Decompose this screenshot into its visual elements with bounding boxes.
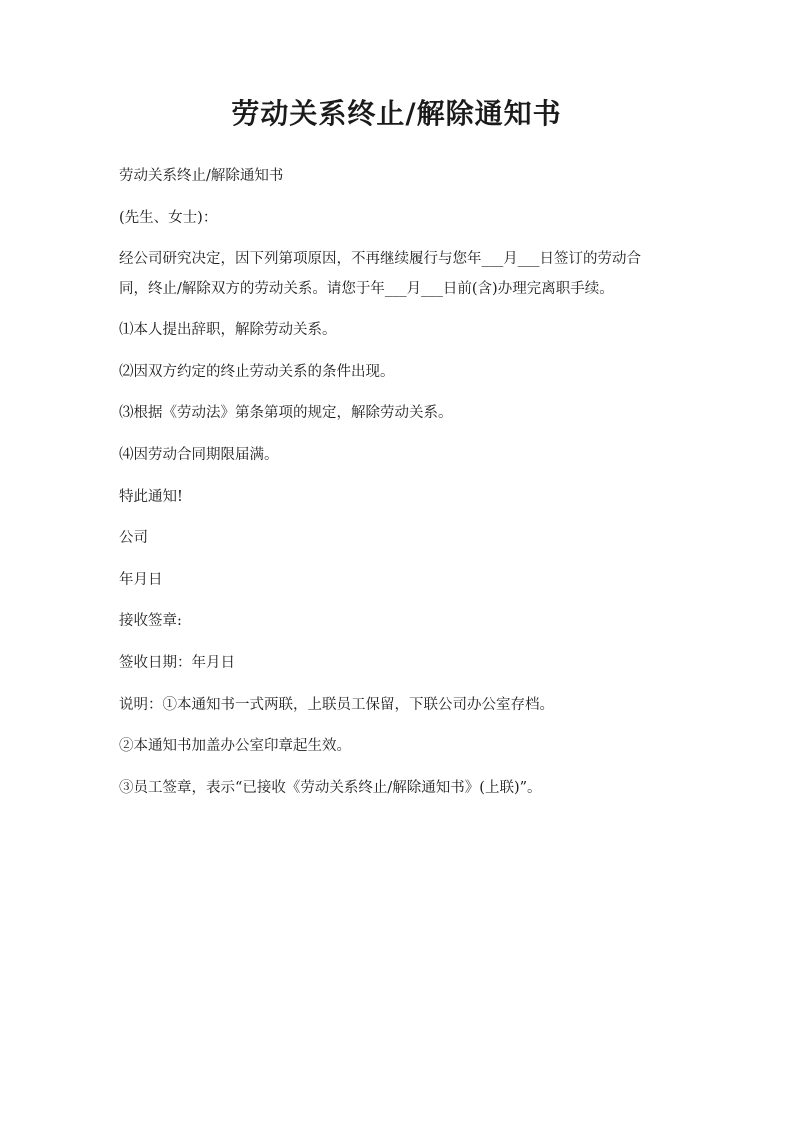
paragraph-line-1: 经公司研究决定，因下列第项原因，不再继续履行与您年___月___日签订的劳动合 [119, 251, 641, 267]
note-3: ③员工签章，表示“已接收《劳动关系终止/解除通知书》(上联)”。 [119, 780, 542, 796]
list-item-3: ⑶根据《劳动法》第条第项的规定，解除劳动关系。 [119, 405, 453, 421]
note-1: 说明：①本通知书一式两联，上联员工保留，下联公司办公室存档。 [119, 697, 554, 713]
list-item-1: ⑴本人提出辞职，解除劳动关系。 [119, 322, 337, 338]
document-title: 劳动关系终止/解除通知书 [231, 97, 562, 130]
document-subtitle: 劳动关系终止/解除通知书 [119, 168, 284, 184]
list-item-4: ⑷因劳动合同期限届满。 [119, 447, 279, 463]
notice-line: 特此通知! [119, 489, 183, 505]
receipt-date: 签收日期：年月日 [119, 655, 235, 671]
company-line: 公司 [119, 530, 148, 546]
date-line: 年月日 [119, 572, 163, 588]
note-2: ②本通知书加盖办公室印章起生效。 [119, 738, 351, 754]
paragraph-line-2: 同，终止/解除双方的劳动关系。请您于年___月___日前(含)办理完离职手续。 [119, 281, 614, 297]
list-item-2: ⑵因双方约定的终止劳动关系的条件出现。 [119, 364, 395, 380]
salutation: (先生、女士)： [119, 210, 218, 226]
receipt-signature: 接收签章: [119, 613, 182, 629]
